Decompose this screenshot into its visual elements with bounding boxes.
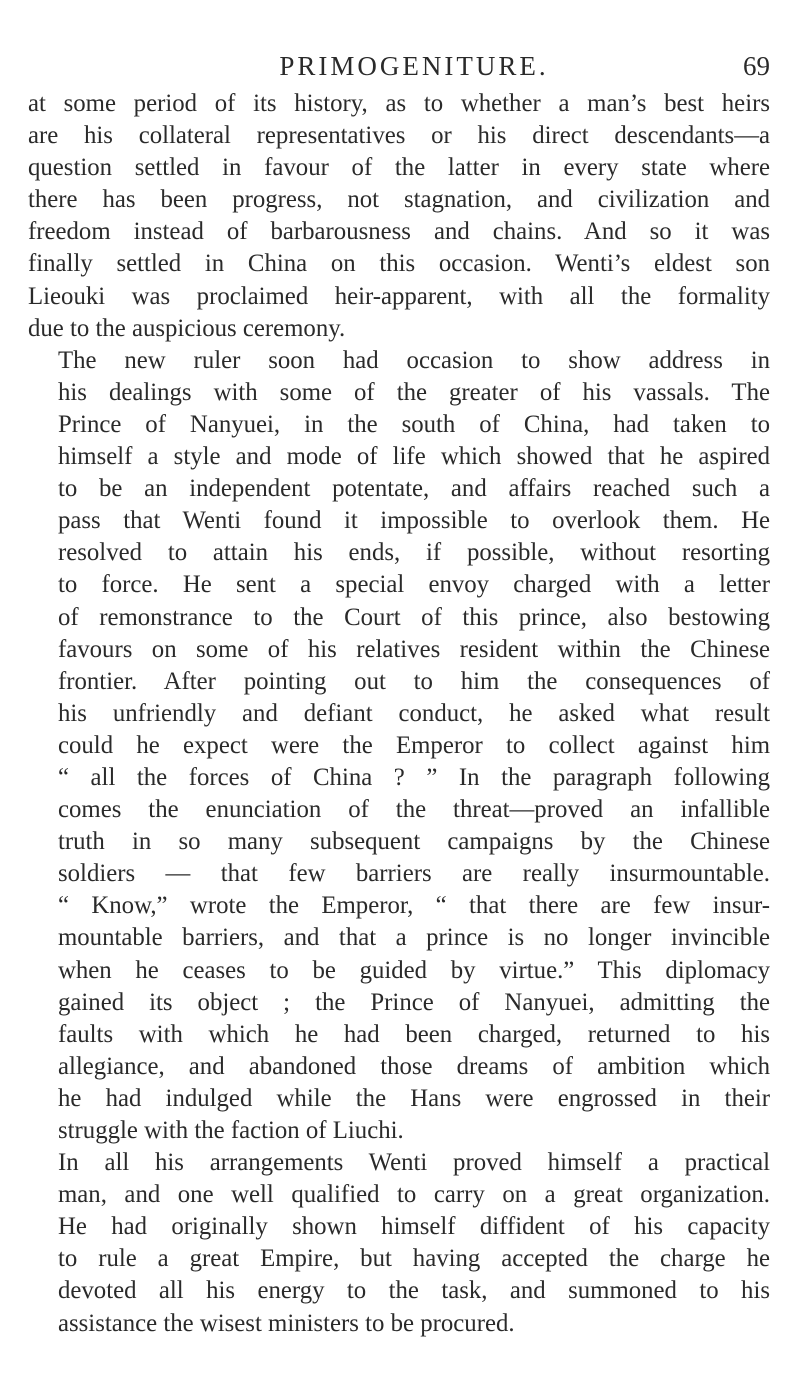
text-line: “ all the forces of China ? ” In the paragraph following (58, 763, 770, 791)
text-line: freedom instead of barbarousness and chains. And so it was (28, 218, 770, 246)
text-line: He had originally shown himself diffident of his capacity (58, 1213, 770, 1241)
text-line: “ Know,” wrote the Emperor, “ that there are few insur- (58, 892, 770, 920)
text-line: struggle with the faction of Liuchi. (58, 1117, 404, 1144)
text-line: of remonstrance to the Court of this prince, also bestowing (58, 603, 770, 631)
running-title: PRIMOGENITURE. (279, 51, 549, 81)
text-line: due to the auspicious ceremony. (28, 314, 346, 342)
text-line: himself a style and mode of life which showed that he aspired (58, 443, 770, 471)
text-line: assistance the wisest ministers to be procured. (58, 1309, 515, 1337)
text-line: are his collateral representatives or his direct descendants—a (28, 122, 770, 150)
text-line: his unfriendly and defiant conduct, he asked what result (58, 699, 770, 727)
text-line: his dealings with some of the greater of his vassals. The (58, 378, 770, 406)
body-text (28, 88, 770, 1340)
page-header (28, 48, 770, 84)
paragraph (28, 345, 770, 1147)
text-line: truth in so many subsequent campaigns by the Chinese (58, 828, 770, 856)
text-line: resolved to attain his ends, if possible, without resorting (58, 539, 770, 567)
text-line: at some period of its history, as to whether a man’s best heirs (28, 90, 770, 117)
text-line: could he expect were the Emperor to collect against him (58, 731, 770, 759)
text-line: he had indulged while the Hans were engrossed in their (58, 1084, 770, 1112)
paragraph (28, 88, 770, 345)
text-line: to force. He sent a special envoy charged with a letter (58, 571, 770, 599)
text-line: frontier. After pointing out to him the consequences of (58, 667, 770, 695)
text-line: to be an independent potentate, and affairs reached such a (58, 475, 770, 503)
text-line: there has been progress, not stagnation, and civilization and (28, 186, 770, 214)
text-line: when he ceases to be guided by virtue.” This diplomacy (58, 956, 770, 984)
text-line: Lieouki was proclaimed heir-apparent, with all the formality (28, 282, 770, 310)
page-number: 69 (743, 51, 770, 81)
text-line: faults with which he had been charged, returned to his (58, 1020, 770, 1048)
text-line: soldiers — that few barriers are really insurmountable. (58, 860, 770, 888)
text-line: gained its object ; the Prince of Nanyuei, admitting the (58, 988, 770, 1016)
text-line: In all his arrangements Wenti proved himself a practical (58, 1149, 770, 1177)
text-line: comes the enunciation of the threat—proved an infallible (58, 796, 770, 824)
text-line: mountable barriers, and that a prince is no longer invincible (58, 924, 770, 952)
text-line: finally settled in China on this occasion. Wenti’s eldest son (28, 250, 770, 278)
text-line: allegiance, and abandoned those dreams of ambition which (58, 1052, 770, 1080)
text-line: man, and one well qualified to carry on a great organization. (58, 1181, 770, 1209)
text-line: question settled in favour of the latter in every state where (28, 154, 770, 182)
paragraph (28, 1147, 770, 1340)
text-line: pass that Wenti found it impossible to overlook them. He (58, 507, 770, 535)
text-line: to rule a great Empire, but having accepted the charge he (58, 1245, 770, 1273)
text-line: devoted all his energy to the task, and summoned to his (58, 1277, 770, 1305)
text-line: favours on some of his relatives resident within the Chinese (58, 635, 770, 663)
text-line: Prince of Nanyuei, in the south of China, had taken to (58, 410, 770, 438)
text-line: The new ruler soon had occasion to show address in (58, 346, 770, 374)
